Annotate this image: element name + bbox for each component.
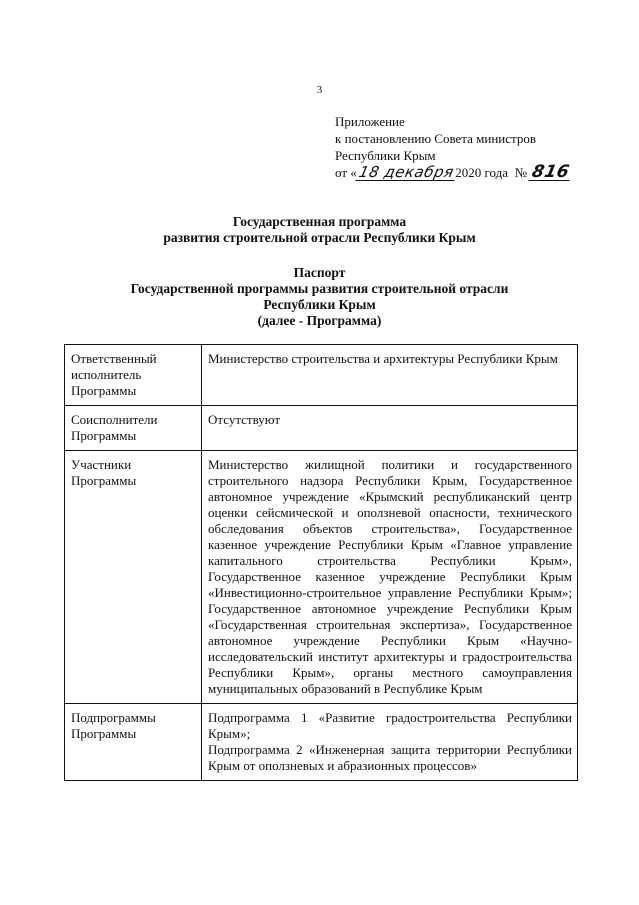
handwritten-number: 816 <box>530 162 572 182</box>
row-label: Соисполнители Программы <box>65 406 202 451</box>
program-title <box>0 214 639 246</box>
appendix-date-line <box>335 164 571 181</box>
row-value: Отсутствуют <box>202 406 578 451</box>
row-value: Министерство жилищной политики и государственного строительного надзора Республики Крым, Государственное автономное учреждение «Крымский республиканский центр оценки сейсмической и оползневой опасности, технического обследования объектов строительства», Государственное казенное учреждение Республики Крым «Главное управление капитального строительства Республики Крым», Государственное казенное учреждение Республики Крым «Инвестиционно-строительное управление Республики Крым»; Государственное автономное учреждение Республики Крым «Государственная строительная экспертиза», Государственное автономное учреждение Республики Крым «Научно-исследовательский институт архитектуры и градостроительства Республики Крым», органы местного самоуправления муниципальных образований в Республике Крым <box>202 451 578 704</box>
appendix-block <box>335 113 571 181</box>
passport-heading-line-3: Республики Крым <box>263 297 376 312</box>
row-label: Участники Программы <box>65 451 202 704</box>
passport-heading-line-1: Паспорт <box>293 265 346 280</box>
date-prefix: от « <box>335 165 357 180</box>
number-prefix: № <box>514 165 527 180</box>
table-row <box>65 345 578 406</box>
table-row <box>65 451 578 704</box>
program-title-line-2: развития строительной отрасли Республики Крым <box>163 230 476 245</box>
row-label: Ответственный исполнитель Программы <box>65 345 202 406</box>
subprogram-1: Подпрограмма 1 «Развитие градостроительства Республики Крым»; <box>208 710 572 741</box>
handwritten-date: 18 декабря <box>357 163 456 181</box>
table-row <box>65 406 578 451</box>
row-value: Министерство строительства и архитектуры Республики Крым <box>202 345 578 406</box>
appendix-resolution: к постановлению Совета министров <box>335 131 536 146</box>
subprogram-2: Подпрограмма 2 «Инженерная защита территории Республики Крым от оползневых и абразионных процессов» <box>208 742 572 773</box>
passport-table <box>64 344 578 781</box>
passport-heading-line-2: Государственной программы развития строительной отрасли <box>130 281 509 296</box>
page-number: 3 <box>316 84 323 96</box>
program-title-line-1: Государственная программа <box>232 214 407 229</box>
date-year: 2020 года <box>455 165 509 180</box>
appendix-republic: Республики Крым <box>335 148 436 163</box>
appendix-title: Приложение <box>335 114 405 129</box>
row-label: Подпрограммы Программы <box>65 704 202 781</box>
row-value <box>202 704 578 781</box>
table-row <box>65 704 578 781</box>
passport-heading-line-4: (далее - Программа) <box>257 313 382 328</box>
passport-heading <box>0 265 639 329</box>
